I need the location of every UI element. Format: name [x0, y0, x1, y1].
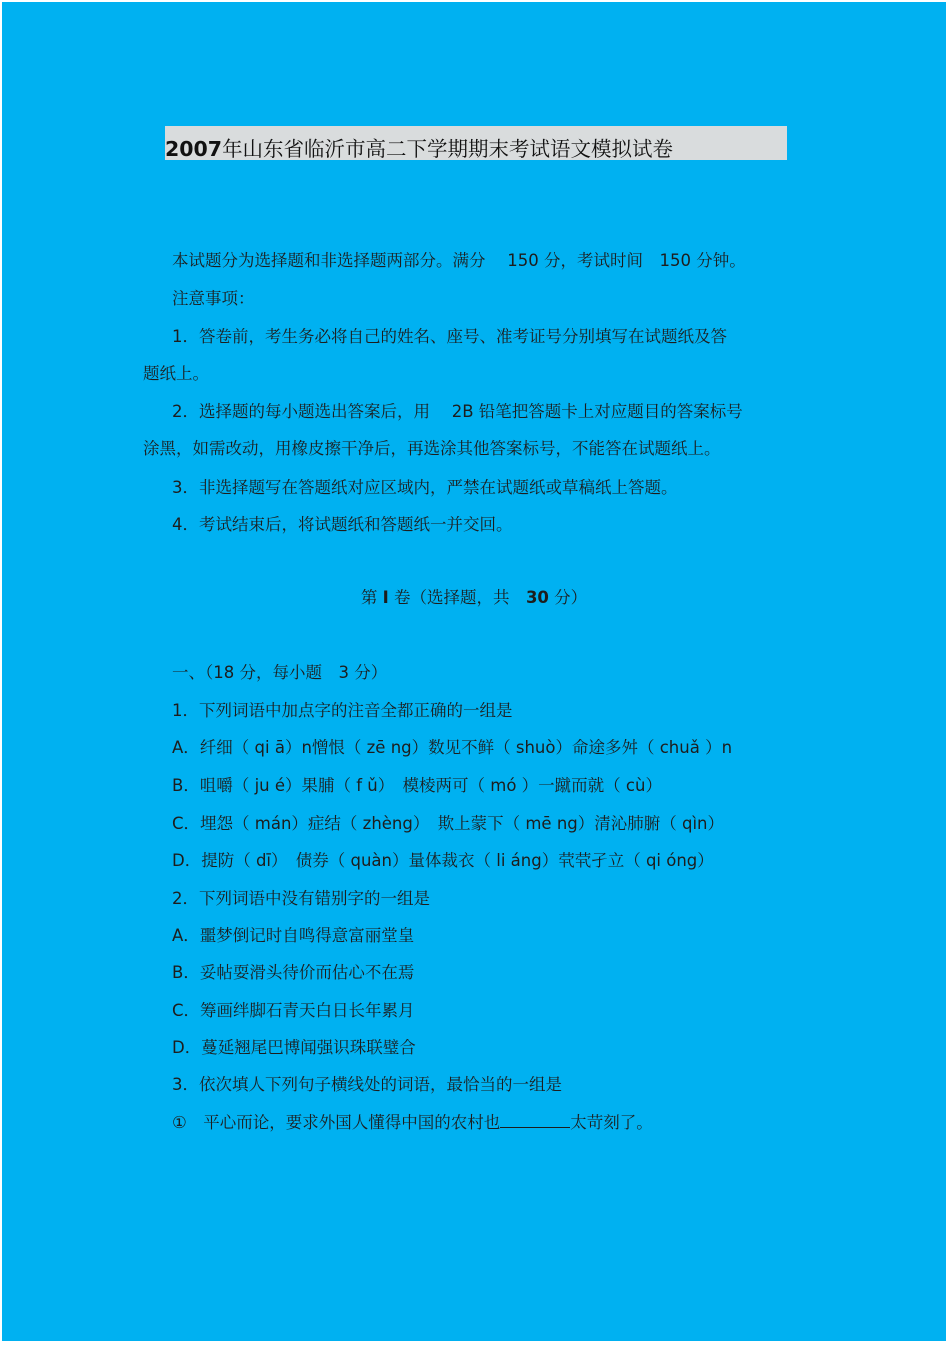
exam-page: [2, 2, 946, 1341]
notice-item: 4．考试结束后，将试题纸和答题纸一并交回。: [172, 515, 513, 534]
question-stem: 1．下列词语中加点字的注音全都正确的一组是: [172, 701, 513, 720]
section-heading: [2, 587, 946, 609]
question-item: [172, 1111, 653, 1134]
question-option: D．蔓延翘尾巴博闻强识珠联璧合: [172, 1038, 416, 1057]
title-banner: [165, 126, 787, 160]
notice-item: 3．非选择题写在答题纸对应区域内，严禁在试题纸或草稿纸上答题。: [172, 478, 678, 497]
question-option: D．提防（ dī） 债券（ quàn）量体裁衣（ li áng）茕茕孑立（ qi óng）: [172, 851, 714, 870]
item-text-before: ① 平心而论，要求外国人懂得中国的农村也: [172, 1113, 501, 1132]
question-option: A．纤细（ qi ā）n憎恨（ zē ng）数见不鲜（ shuò）命途多舛（ chuǎ ）n: [172, 738, 733, 757]
section-middle: 卷（选择题，共: [388, 588, 526, 607]
notice-item: 题纸上。: [143, 364, 209, 383]
section-score: 30: [525, 588, 549, 607]
notice-item: 2．选择题的每小题选出答案后，用 2B 铅笔把答题卡上对应题目的答案标号: [172, 402, 743, 421]
notice-item: 1．答卷前，考生务必将自己的姓名、座号、准考证号分别填写在试题纸及答: [172, 327, 727, 346]
question-option: B．咀嚼（ ju é）果脯（ f ǔ） 模棱两可（ mó ）一蹴而就（ cù）: [172, 776, 662, 795]
fill-blank: [500, 1111, 570, 1128]
question-option: A．噩梦倒记时自鸣得意富丽堂皇: [172, 926, 415, 945]
item-text-after: 太苛刻了。: [570, 1113, 653, 1132]
section-prefix: 第: [360, 588, 383, 607]
title-text: 年山东省临沂市高二下学期期末考试语文模拟试卷: [222, 137, 674, 161]
question-option: C．筹画绊脚石青天白日长年累月: [172, 1001, 415, 1020]
title-year: 2007: [165, 137, 223, 161]
notice-item: 涂黑，如需改动，用橡皮擦干净后，再选涂其他答案标号，不能答在试题纸上。: [143, 439, 721, 458]
question-option: C．埋怨（ mán）症结（ zhèng） 欺上蒙下（ mē ng）清沁肺腑（ qìn）: [172, 814, 725, 833]
intro-text: 本试题分为选择题和非选择题两部分。满分 150 分，考试时间 150 分钟。: [172, 251, 746, 270]
page-title: [165, 132, 673, 162]
notice-heading: 注意事项：: [172, 289, 255, 308]
question-stem: 2．下列词语中没有错别字的一组是: [172, 889, 430, 908]
section-suffix: 分）: [548, 588, 588, 607]
part-heading: 一、（18 分，每小题 3 分）: [172, 663, 388, 682]
question-stem: 3．依次填人下列句子横线处的词语，最恰当的一组是: [172, 1075, 562, 1094]
section-roman: I: [382, 588, 389, 607]
question-option: B．妥帖耍滑头待价而估心不在焉: [172, 963, 415, 982]
